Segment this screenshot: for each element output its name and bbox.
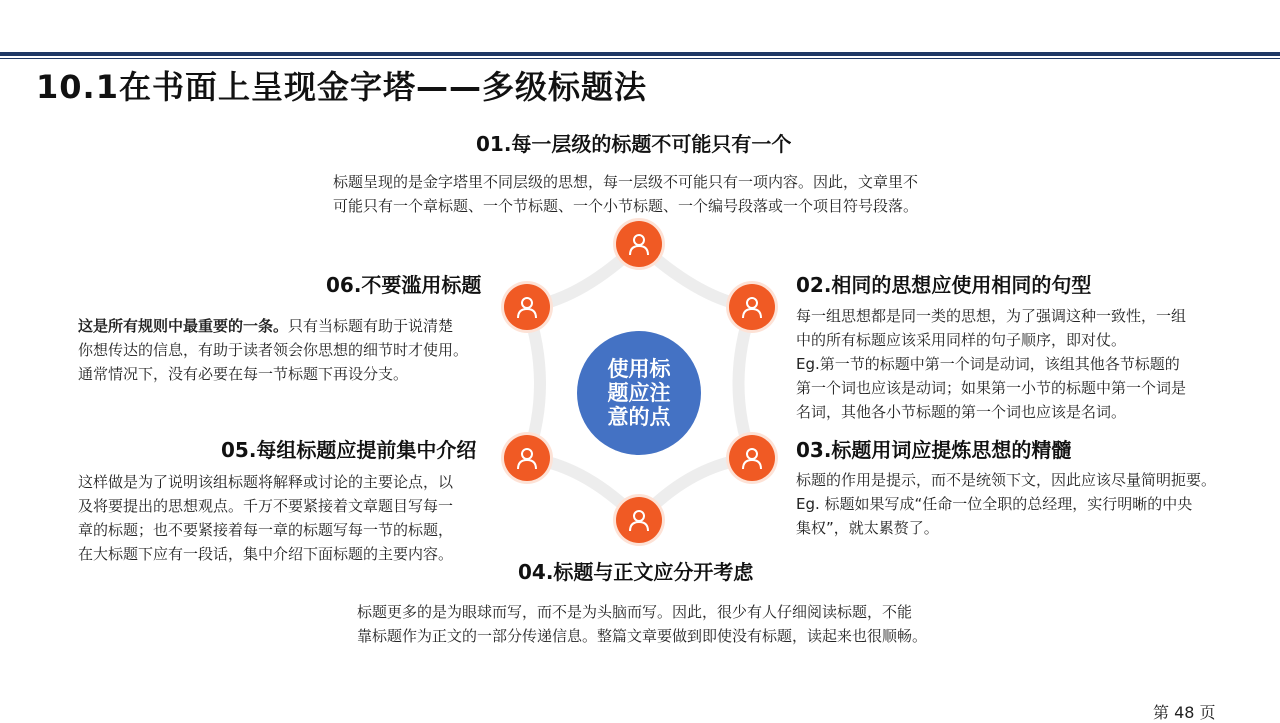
- text-line: 每一组思想都是同一类的思想，为了强调这种一致性，一组: [796, 307, 1187, 325]
- text-line: 标题更多的是为眼球而写，而不是为头脑而写。因此，很少有人仔细阅读标题，不能: [357, 603, 913, 621]
- section-05-body: [78, 470, 508, 566]
- text-line: 名词，其他各小节标题的第一个词也应该是名词。: [796, 403, 1127, 421]
- text-line: 集权”，就太累赘了。: [796, 519, 939, 537]
- text-line: 你想传达的信息，有助于读者领会你思想的细节时才使用。: [78, 341, 469, 359]
- person-icon: [729, 284, 775, 330]
- text-line: 及将要提出的思想观点。千万不要紧接着文章题目写每一: [78, 497, 454, 515]
- section-05-heading: 05.每组标题应提前集中介绍: [221, 438, 477, 462]
- section-03-heading: 03.标题用词应提炼思想的精髓: [796, 438, 1072, 462]
- person-icon: [504, 435, 550, 481]
- text-line: 靠标题作为正文的一部分传递信息。整篇文章要做到即使没有标题，读起来也很顺畅。: [357, 627, 928, 645]
- section-02-body: [796, 304, 1246, 424]
- person-icon: [616, 497, 662, 543]
- person-icon: [616, 221, 662, 267]
- text-line: 在大标题下应有一段话，集中介绍下面标题的主要内容。: [78, 545, 454, 563]
- person-icon: [504, 284, 550, 330]
- section-06-heading: 06.不要滥用标题: [326, 273, 482, 297]
- text-line: 可能只有一个章标题、一个节标题、一个小节标题、一个编号段落或一个项目符号段落。: [333, 197, 919, 215]
- text-line: 第一个词也应该是动词；如果第一小节的标题中第一个词是: [796, 379, 1187, 397]
- text-line: 标题呈现的是金字塔里不同层级的思想，每一层级不可能只有一项内容。因此，文章里不: [333, 173, 919, 191]
- section-01-body: [333, 170, 973, 218]
- bold-lead: 这是所有规则中最重要的一条。: [78, 317, 289, 335]
- text-line: 章的标题；也不要紧接着每一章的标题写每一节的标题，: [78, 521, 454, 539]
- page-number: 第 48 页: [1153, 703, 1216, 722]
- center-label: 使用标题应注意的点: [607, 357, 671, 429]
- section-03-body: [796, 468, 1266, 540]
- text-line: Eg. 标题如果写成“任命一位全职的总经理，实行明晰的中央: [796, 495, 1193, 513]
- text-line-rest: 只有当标题有助于说清楚: [288, 317, 454, 335]
- text-line: 这样做是为了说明该组标题将解释或讨论的主要论点，以: [78, 473, 454, 491]
- text-line: 标题的作用是提示，而不是统领下文，因此应该尽量简明扼要。: [796, 471, 1217, 489]
- section-04-body: [357, 600, 997, 648]
- text-line: [78, 314, 508, 338]
- text-line: 中的所有标题应该采用同样的句子顺序，即对仗。: [796, 331, 1127, 349]
- person-icon: [729, 435, 775, 481]
- text-line: Eg.第一节的标题中第一个词是动词，该组其他各节标题的: [796, 355, 1180, 373]
- section-06-body: [78, 314, 508, 386]
- section-01-heading: 01.每一层级的标题不可能只有一个: [476, 132, 792, 156]
- text-line: 通常情况下，没有必要在每一节标题下再设分支。: [78, 365, 409, 383]
- center-circle: [577, 331, 701, 455]
- slide-title: 10.1在书面上呈现金字塔——多级标题法: [36, 68, 647, 106]
- section-02-heading: 02.相同的思想应使用相同的句型: [796, 273, 1092, 297]
- section-04-heading: 04.标题与正文应分开考虑: [518, 560, 754, 584]
